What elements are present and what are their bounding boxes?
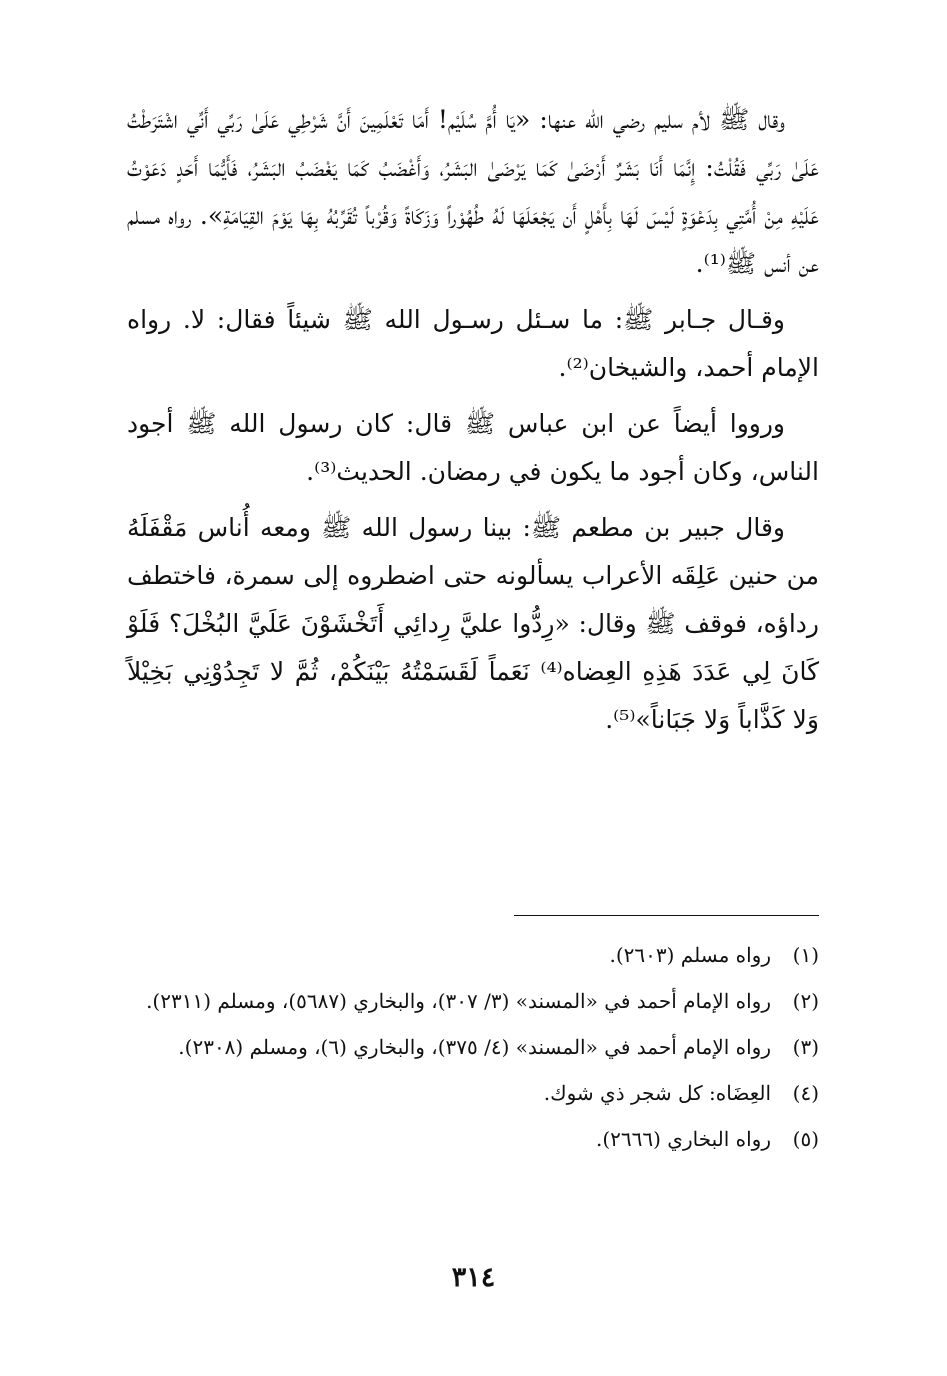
footnote-item [107, 1122, 819, 1156]
footnote-number: (٥) [792, 1127, 819, 1151]
footnote-text: العِضَاه: كل شجر ذي شوك. [543, 1081, 771, 1105]
footnote-number: (٤) [792, 1081, 819, 1105]
footnotes [107, 938, 819, 1168]
footnote-item [107, 984, 819, 1018]
footnote-number: (١) [792, 943, 819, 967]
footnote-number: (٣) [792, 1035, 819, 1059]
footnote-item [107, 1030, 819, 1064]
footnote-text: رواه مسلم (٢٦٠٣). [609, 943, 771, 967]
paragraph: ورووا أيضاً عن ابن عباس ﷺ قال: كان رسول الله ﷺ أجود الناس، وكان أجود ما يكون في رمضان. الحديث⁽³⁾. [127, 409, 819, 486]
footnote-text: رواه الإمام أحمد في «المسند» (٣/ ٣٠٧)، والبخاري (٥٦٨٧)، ومسلم (٢٣١١). [146, 989, 771, 1013]
footnote-number: (٢) [792, 989, 819, 1013]
footnote-text: رواه الإمام أحمد في «المسند» (٤/ ٣٧٥)، والبخاري (٦)، ومسلم (٢٣٠٨). [178, 1035, 771, 1059]
footnote-item [107, 1076, 819, 1110]
main-text [127, 96, 819, 752]
paragraph: وقال ﷺ لأم سليم رضي الله عنها: «يَا أُمَّ سُلَيْم! أَمَا تَعْلَمِينَ أَنَّ شَرْطِي عَلَىٰ رَبِّي أَنِّي اشْتَرَطْتُ عَلَىٰ رَبِّي فَقُلْتُ: إِنَّمَا أَنَا بَشَرٌ أَرْضَىٰ كَمَا يَرْضَىٰ البَشَرُ، وَأَغْضَبُ كَمَا يَغْضَبُ البَشَرُ، فَأَيُّمَا أَحَدٍ دَعَوْتُ عَلَيْهِ مِنْ أُمَّتِي بِدَعْوَةٍ لَيْسَ لَهَا بِأَهْلٍ أَن يَجْعَلَهَا لَهُ طُهُوْراً وَزَكَاةً وَقُرْباً تُقَرِّبُهُ بِهَا يَوْمَ القِيَامَةِ». رواه مسلم عن أنس ﷺ⁽¹⁾. [127, 105, 819, 278]
footnote-item [107, 938, 819, 972]
footnote-text: رواه البخاري (٢٦٦٦). [595, 1127, 771, 1151]
paragraph: وقـال جـابر ﷺ: ما سـئل رسـول الله ﷺ شيئاً فقال: لا. رواه الإمام أحمد، والشيخان⁽²⁾. [127, 305, 819, 382]
footnote-separator [514, 915, 819, 916]
page-number: ٣١٤ [451, 1262, 496, 1293]
paragraph: وقال جبير بن مطعم ﷺ: بينا رسول الله ﷺ ومعه أُناس مَقْفَلَهُ من حنين عَلِقَه الأعراب يسألونه حتى اضطروه إلى سمرة، فاختطف رداؤه، فوقف ﷺ وقال: «رِدُّوا عليَّ رِدائِي أَتَخْشَوْنَ عَلَيَّ البُخْلَ؟ فَلَوْ كَانَ لِي عَدَدَ هَذِهِ العِضاه⁽⁴⁾ نَعَماً لَقَسَمْتُهُ بَيْنَكُمْ، ثُمَّ لا تَجِدُوْنِي بَخِيْلاً وَلا كَذَّاباً وَلا جَبَاناً»⁽⁵⁾. [127, 513, 819, 734]
